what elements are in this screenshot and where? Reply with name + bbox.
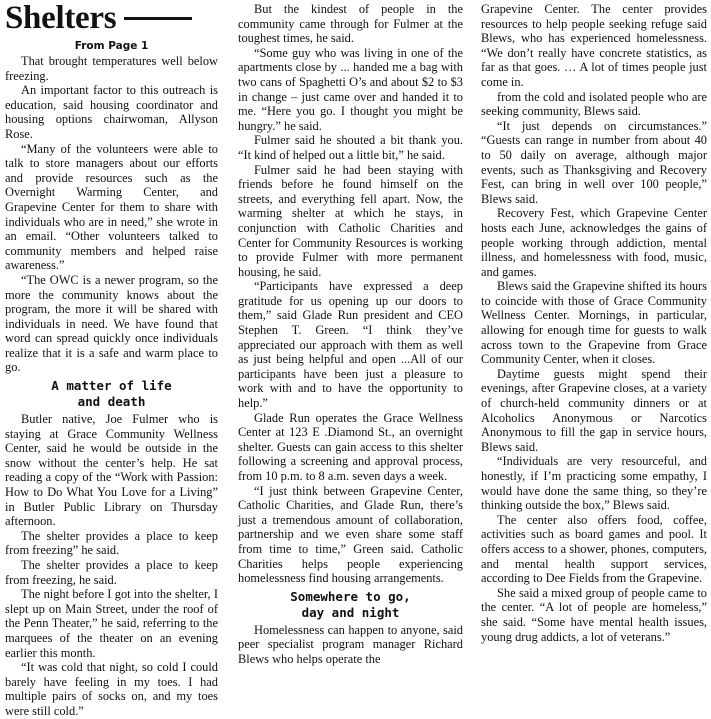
section-heading-somewhere-to-go bbox=[238, 589, 463, 621]
paragraph: “Participants have expressed a deep gratitude for us opening up our doors to them,” said Glade Run president and CEO Stephen T. Green. “I think they’ve appreciated our approach with them as well as just being helpful and open ...All of our participants have been just a pleasure to work with and to have the opportunity to help.” bbox=[238, 279, 463, 411]
paragraph: “It was cold that night, so cold I could barely have feeling in my toes. I had multiple pairs of socks on, and my toes were still cold.” bbox=[5, 660, 218, 718]
section-heading-life-and-death bbox=[5, 378, 218, 410]
headline bbox=[5, 0, 218, 36]
column-2 bbox=[238, 2, 463, 667]
paragraph-continued: Grapevine Center. The center provides resources to help people seeking refuge said Blews, who has experienced homelessness. “We don’t really have concrete statistics, as far as that goes. … A lot of times people just come in. bbox=[481, 2, 707, 89]
column-3 bbox=[481, 2, 707, 644]
paragraph: The center also offers food, coffee, activities such as board games and pool. It offers access to a shower, phones, computers, and mental health support services, according to Dee Fields from the Grapevine. bbox=[481, 512, 707, 586]
headline-dash-rule bbox=[124, 17, 192, 20]
paragraph: The night before I got into the shelter, I slept up on Main Street, under the roof of the Penn Theater,” he said, referring to the marquees of the theater on an evening earlier this month. bbox=[5, 587, 218, 660]
paragraph: The shelter provides a place to keep from freezing” he said. bbox=[5, 528, 218, 558]
paragraph: The shelter provides a place to keep from freezing, he said. bbox=[5, 558, 218, 587]
paragraph: She said a mixed group of people came to the center. “A lot of people are homeless,” she said. “Some have mental health issues, young drug addicts, a lot of veterans.” bbox=[481, 585, 707, 644]
continued-from-label: From Page 1 bbox=[74, 40, 149, 52]
paragraph: “I just think between Grapevine Center, Catholic Charities, and Glade Run, there’s just a tremendous amount of collaboration, partnership and we even share some staff from time to time,” Green said. Catholic Charities helps people experiencing homelessness find housing arrangements. bbox=[238, 483, 463, 586]
section-heading-line: A matter of life bbox=[51, 378, 172, 394]
paragraph: Fulmer said he had been staying with friends before he found himself on the streets, and everything fell apart. Now, the warming shelter at which he stays, in conjunction with Catholic Charities and Center for Community Resources is working to provide Fulmer with more permanent housing, he said. bbox=[238, 162, 463, 279]
paragraph: Butler native, Joe Fulmer who is staying at Grace Community Wellness Center, said he would be outside in the snow without the center’s help. He sat reading a copy of the “Work with Passion: How to Do What You Love for a Living” in Butler Public Library on Thursday afternoon. bbox=[5, 412, 218, 529]
paragraph: Glade Run operates the Grace Wellness Center at 123 E .Diamond St., an overnight shelter. Guests can gain access to this shelter following a screening and approval process, from 10 p.m. to 8 a.m. seven days a week. bbox=[238, 410, 463, 483]
paragraph: An important factor to this outreach is education, said housing coordinator and housing options chairwoman, Allyson Rose. bbox=[5, 83, 218, 141]
column-1 bbox=[5, 0, 218, 719]
section-heading-line: day and night bbox=[301, 604, 400, 620]
paragraph: from the cold and isolated people who are seeking community, Blews said. bbox=[481, 89, 707, 119]
section-heading-line: Somewhere to go, bbox=[290, 588, 411, 604]
paragraph: Homelessness can happen to anyone, said peer specialist program manager Richard Blews who helps operate the bbox=[238, 622, 463, 666]
paragraph: Blews said the Grapevine shifted its hours to coincide with those of Grace Community Wellness Center. Mornings, in particular, allowing for enough time for guests to walk across town to the Grapevine from Grace Community Center, when it closes. bbox=[481, 279, 707, 367]
paragraph: That brought temperatures well below freezing. bbox=[5, 54, 218, 83]
paragraph: Recovery Fest, which Grapevine Center hosts each June, acknowledges the gains of people working through addiction, mental illness, and homelessness with food, music, and games. bbox=[481, 206, 707, 279]
paragraph: “The OWC is a newer program, so the more the community knows about the program, the more it will be shared with individuals in need. We have found that word can spread quickly once individuals realize that it is a safe and warm place to go. bbox=[5, 272, 218, 375]
paragraph: But the kindest of people in the community came through for Fulmer at the toughest times, he said. bbox=[238, 2, 463, 46]
paragraph: “Some guy who was living in one of the apartments close by ... handed me a bag with two cans of Spaghetti O’s and about $2 to $3 in change – just came over and handed it to me. “Here you go. I thought you might be hungry.” he said. bbox=[238, 45, 463, 133]
paragraph: Fulmer said he shouted a bit thank you. “It kind of helped out a little bit,” he said. bbox=[238, 133, 463, 162]
section-heading-line: and death bbox=[77, 394, 146, 410]
headline-text: Shelters bbox=[5, 0, 117, 36]
paragraph: “It just depends on circumstances.” “Guests can range in number from about 40 to 50 daily on average, although major events, such as Thanksgiving and Recovery Fest, can bring in well over 100 people,” Blews said. bbox=[481, 118, 707, 206]
paragraph: “Many of the volunteers were able to talk to store managers about our efforts and provide resources such as the Overnight Warming Center, and Grapevine Center for them to share with individuals who are in need,” she wrote in an email. “Other volunteers talked to community members and helped raise awareness.” bbox=[5, 141, 218, 273]
paragraph: “Individuals are very resourceful, and honestly, if I’m practicing some empathy, I would have done the same thing, so they’re thinking outside the box,” Blews said. bbox=[481, 454, 707, 513]
paragraph: Daytime guests might spend their evenings, after Grapevine closes, at a variety of church-held community dinners or at Alcoholics Anonymous or Narcotics Anonymous to fill the gap in service hours, Blews said. bbox=[481, 366, 707, 454]
